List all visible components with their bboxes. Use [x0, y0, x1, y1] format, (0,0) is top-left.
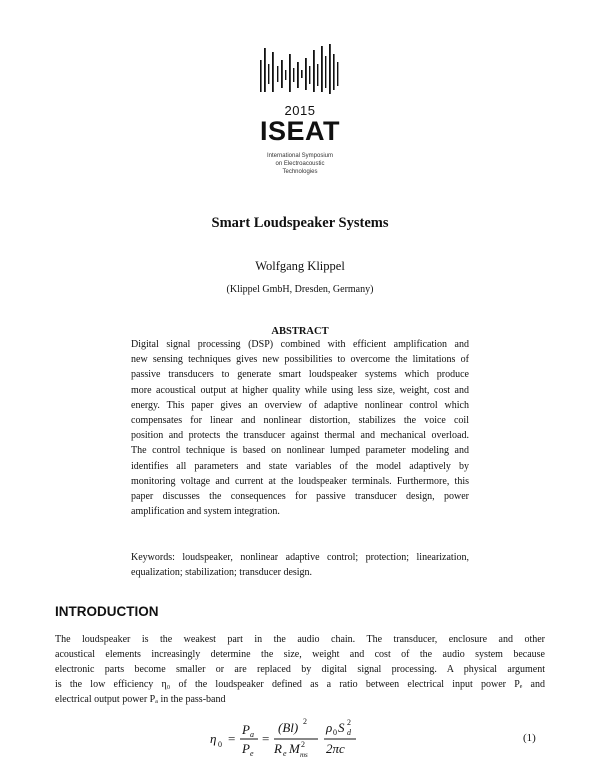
logo-subtitle-line: Technologies [282, 169, 318, 175]
eq-frac3-num-b: S [338, 720, 345, 735]
abstract-line: The control technique is based on nonlinear lumped parameter modeling and [131, 445, 469, 457]
equation-number: (1) [523, 732, 536, 744]
logo-name: ISEAT [259, 116, 340, 146]
eq-frac3-num: ρ [326, 720, 333, 735]
introduction-line: is the low efficiency η₀ of the loudspeaker defined as a ratio between electrical input power Pₑ and [55, 679, 545, 690]
keywords-line: Keywords: loudspeaker, nonlinear adaptive control; protection; linearization, [131, 552, 469, 563]
eq-frac3-num-b-sub: d [347, 728, 351, 737]
eq-frac2-den-a: R [274, 741, 282, 756]
paper-affiliation: (Klippel GmbH, Dresden, Germany) [226, 284, 374, 295]
eq-frac2-num: (Bl) [278, 720, 299, 735]
abstract-line: new sensing techniques gives new possibilities to overcome the limitations of [131, 354, 469, 366]
abstract-line: position and protects the transducer against thermal and mechanical overload. [131, 430, 469, 442]
keywords [131, 550, 469, 580]
eq-lhs: η [210, 731, 217, 746]
introduction-heading: INTRODUCTION [55, 604, 159, 619]
paper-author: Wolfgang Klippel [255, 259, 345, 273]
introduction-line: electronic parts become smaller or are replaced by digital signal processing. A physical argument [55, 664, 545, 675]
logo-subtitle-line: on Electroacoustic [275, 161, 325, 167]
introduction-line: electrical output power Pₐ in the pass-band [55, 694, 226, 705]
eq-frac1-den-sub: e [250, 749, 254, 758]
logo-subtitle-line: International Symposium [266, 153, 334, 159]
eq-frac2-den-b-sup: 2 [301, 740, 305, 749]
eq-frac2-den-a-sub: e [283, 749, 287, 758]
abstract-body [131, 337, 469, 519]
eq-frac3-den: 2πc [326, 741, 345, 756]
abstract-heading: ABSTRACT [271, 326, 329, 337]
abstract-line: amplification and system integration. [131, 506, 280, 518]
eq-frac1-den: P [242, 741, 250, 756]
introduction-line: acoustical elements increasingly determine the size, weight and cost of the audio system because [55, 649, 545, 660]
eq-frac2-den-b-sub: ms [300, 751, 308, 759]
introduction-body [55, 632, 545, 707]
abstract-line: monitoring voltage and current at the loudspeaker terminals. Furthermore, this [131, 475, 469, 487]
eq-equals-1: = [228, 731, 236, 746]
paper-title: Smart Loudspeaker Systems [211, 215, 389, 231]
waveform-logo-icon [255, 40, 345, 102]
logo-subtitle [255, 152, 345, 176]
abstract-line: identifies all parameters and state variables of the model adaptively by [131, 460, 469, 472]
eq-frac3-num-sub: 0 [333, 728, 337, 737]
introduction-line: The loudspeaker is the weakest part in the audio chain. The transducer, enclosure and other [55, 634, 545, 645]
eq-frac2-num-sup: 2 [303, 717, 307, 726]
abstract-line: Digital signal processing (DSP) combined with efficient amplification and [131, 339, 469, 350]
logo-year: 2015 [284, 103, 316, 118]
eq-frac1-num-sub: a [250, 730, 254, 739]
eq-frac3-num-b-sup: 2 [347, 718, 351, 727]
eq-lhs-sub: 0 [218, 740, 222, 749]
abstract-line: energy. This paper gives an overview of adaptive nonlinear control which [131, 399, 469, 411]
efficiency-formula [210, 710, 410, 765]
abstract-line: compensates for linear and nonlinear distortion, stabilizes the voice coil [131, 415, 469, 427]
eq-frac2-den-b: M [289, 741, 300, 756]
abstract-line: more acoustical output at higher quality while using less size, weight, cost and [131, 384, 469, 396]
equation-1 [0, 710, 600, 765]
abstract-line: passive transducers to generate smart loudspeaker systems which produce [131, 369, 469, 381]
eq-equals-2: = [262, 731, 270, 746]
abstract-line: paper discusses the consequences for passive transducer design, power [131, 491, 469, 503]
keywords-line: equalization; stabilization; transducer design. [131, 567, 313, 579]
eq-frac1-num: P [242, 722, 250, 737]
